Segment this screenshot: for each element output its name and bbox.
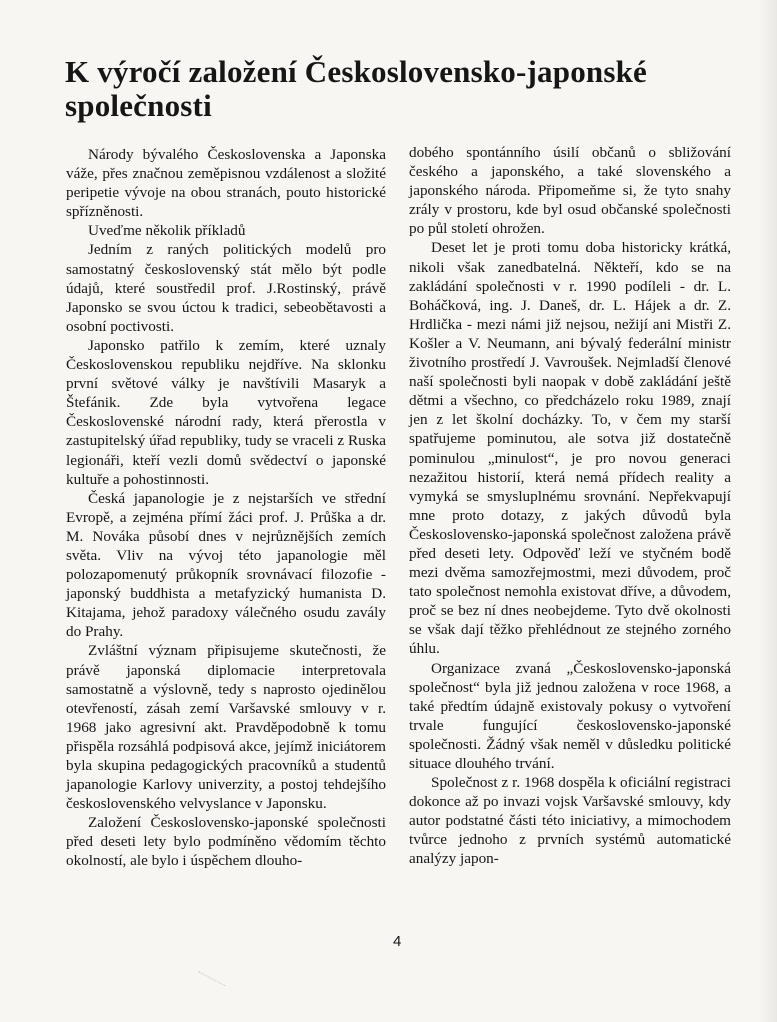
paragraph: Japonsko patřilo k zemím, které uznaly Československou republiku nejdříve. Na sklonku první světové války je navštívili Masaryk a Štefánik. Zde byla vytvořena legace Československé národní rady, která přerostla v zastupitelský úřad republiky, tudy se vraceli z Ruska legionáři, kteří vezli domů svědectví o japonské kultuře a pohostinnosti.	[66, 336, 386, 488]
paragraph: Uveďme několik příkladů	[88, 222, 246, 240]
paragraph: Společnost z r. 1968 dospěla k oficiální registraci dokonce až po invazi vojsk Varšavské smlouvy, kdy autor podstatné části této iniciativy, a mimochodem tvůrce jednoho z prvních systémů automatické analýzy japon-	[409, 774, 731, 868]
article-title: K výročí založení Československo-japonské společnosti	[65, 54, 648, 123]
paragraph: Jedním z raných politických modelů pro samostatný československý stát mělo být podle údajů, které soustředil prof. J.Rostinský, právě Japonsko se svou úctou k tradici, sebeobětavosti a osobní poctivosti.	[66, 241, 386, 335]
paragraph: Národy bývalého Československa a Japonska váže, přes značnou zeměpisnou vzdálenost a složité peripetie vývoje na obou stranách, pouto historické spřízněnosti.	[66, 146, 386, 221]
paragraph: Zvláštní význam připisujeme skutečnosti, že právě japonská diplomacie interpretovala samostatně a výslovně, tedy s naprosto ojedinělou otevřeností, zásah zemí Varšavské smlouvy v r. 1968 jako agresivní akt. Pravděpodobně k tomu přispěla rozsáhlá podpisová akce, jejímž iniciátorem byla skupina pedagogických pracovníků a studentů japanologie Karlovy univerzity, a postoj tehdejšího československého velvyslance v Japonsku.	[66, 642, 386, 813]
paragraph: Česká japanologie je z nejstarších ve střední Evropě, a zejména přímí žáci prof. J. Průška a dr. M. Nováka působí dnes v nejrůznějších zemích světa. Vliv na vývoj této japanologie měl polozapomenutý průkopník srovnávací filozofie - japonský buddhista a metafyzický humanista D. Kitajama, jehož paradoxy válečného osudu zavály do Prahy.	[66, 489, 386, 641]
paragraph: dobého spontánního úsilí občanů o sbližování českého a japonského, a také slovenského a japonského národa. Připomeňme si, že tyto snahy zrály v prostoru, kde byl osud občanské společnosti po půl století ohrožen.	[409, 144, 731, 238]
scan-speck	[198, 959, 232, 986]
paragraph: Deset let je proti tomu doba historicky krátká, nikoli však zanedbatelná. Někteří, kdo se na zakládání společnosti v r. 1990 podíleli - dr. L. Boháčková, ing. J. Daneš, dr. L. Hájek a dr. Z. Hrdlička - mezi námi již nejsou, nežijí ani Mistři Z. Košler a V. Neumann, ani bývalý federální ministr životního prostředí J. Vavroušek. Nejmladší členové naší společnosti byli naopak v době zakládání ještě dětmi a všechno, co předcházelo roku 1989, znají jen z let školní docházky. To, v čem my starší spatřujeme pominutou, ale sotva již dostatečně pominulou „minulost“, je pro novou generaci nezažitou historií, která nemá přídech reality a vymyká se smysluplnému srovnání. Nepřekvapují mne proto dotazy, z jakých důvodů byla Československo-japonská společnost založena právě před deseti lety. Odpověď leží ve styčném bodě mezi dvěma samozřejmostmi, mezi důvodem, proč tato společnost nemohla existovat dříve, a důvodem, proč se bez ní dnes neobejdeme. Tyto dvě okolnosti se však dají těžko přehlédnout ze stejného zorného úhlu.	[409, 239, 731, 658]
page-edge-shadow	[759, 0, 777, 1022]
page-number: 4	[393, 933, 402, 950]
paragraph: Organizace zvaná „Československo-japonská společnost“ byla již jednou založena v roce 1968, a také předtím údajně existovaly pokusy o vytvoření trvale fungující československo-japonské společnosti. Žádný však neměl v důsledku politické situace dlouhého trvání.	[409, 659, 731, 772]
left-column	[66, 145, 386, 871]
paragraph: Založení Československo-japonské společnosti před deseti lety bylo podmíněno vědomím těchto okolností, ale bylo i úspěchem dlouho-	[66, 814, 386, 870]
right-column	[409, 143, 731, 869]
